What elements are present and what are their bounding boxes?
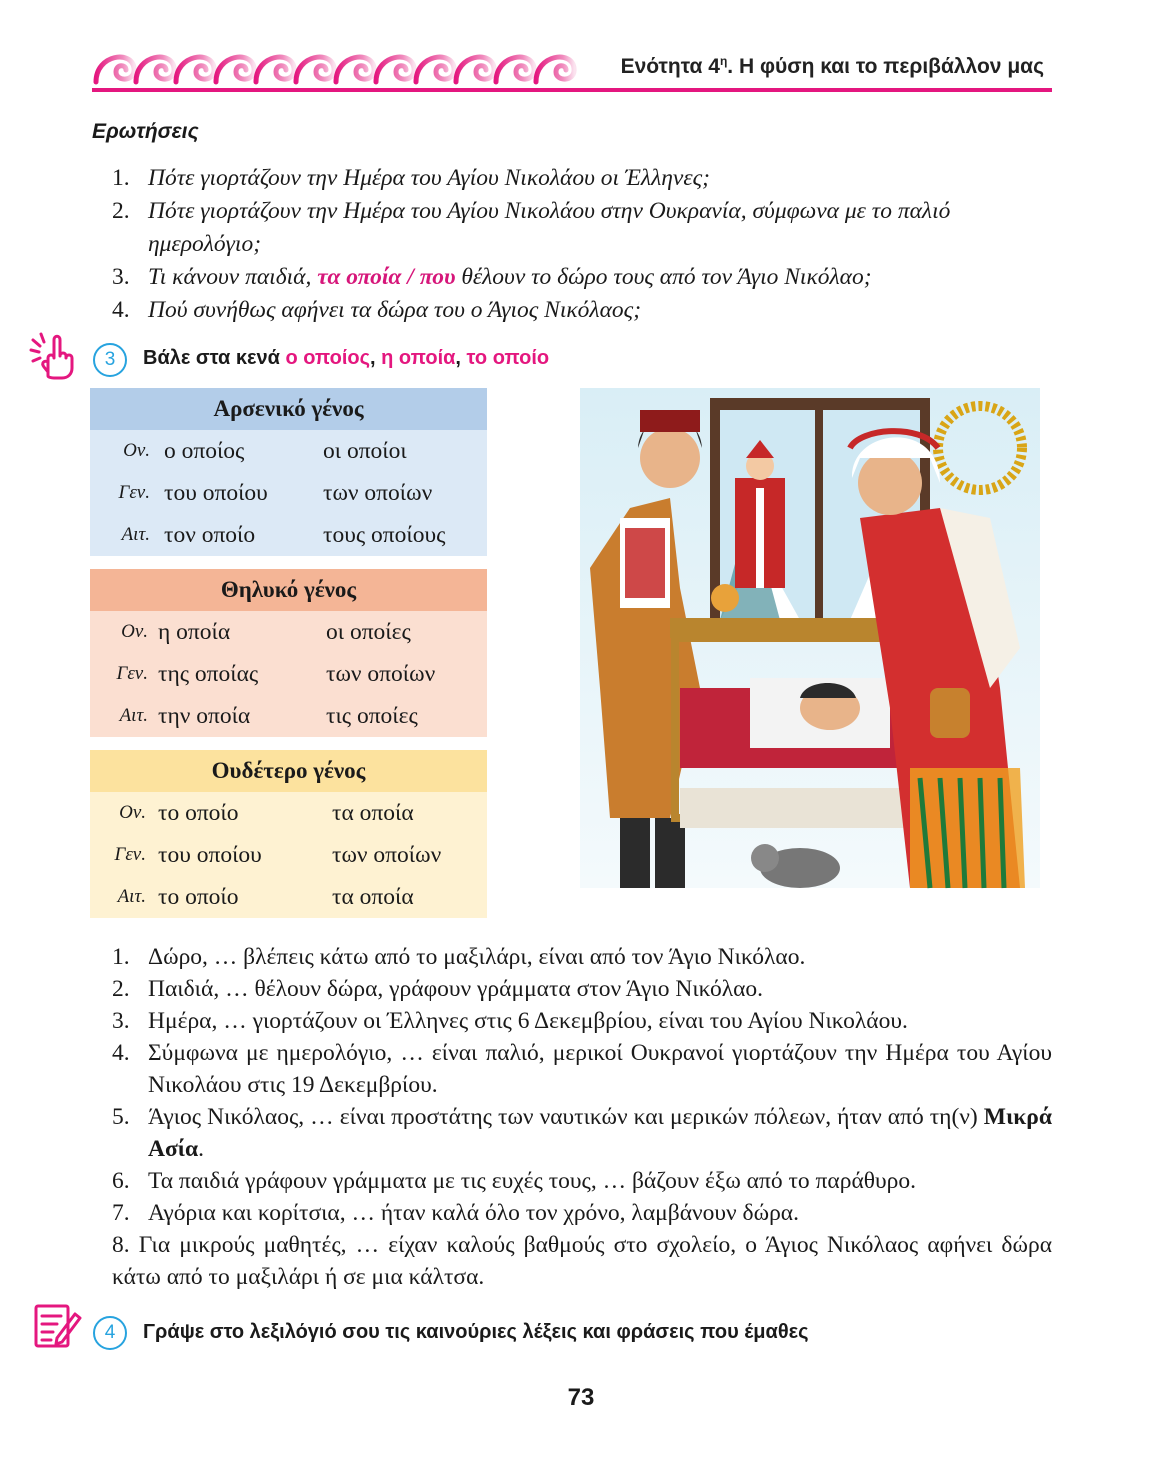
list-item: 7. Αγόρια και κορίτσια, … ήταν καλά όλο τον χρόνο, λαμβάνουν δώρα. [112,1200,799,1226]
feminine-table [90,569,487,737]
table-row: Αιτ. το οποίο τα οποία [117,884,414,910]
table-row: Γεν. της οποίας των οποίων [116,661,436,687]
questions-heading: Ερωτήσεις [92,120,199,143]
list-item: 6. Τα παιδιά γράφουν γράμματα με τις ευχές τους, … βάζουν έξω από το παράθυρο. [112,1168,917,1194]
list-item: 5. Άγιος Νικόλαος, … είναι προστάτης των ναυτικών και μερικών πόλεων, ήταν από τη(ν) Μικρά Ασία. [112,1104,1052,1162]
list-item: 4. Πού συνήθως αφήνει τα δώρα του ο Άγιος Νικόλαος; [112,297,642,323]
table-row: Ον. ο οποίος οι οποίοι [123,438,407,464]
table-heading: Θηλυκό γένος [90,569,487,611]
table-row: Αιτ. τον οποίο τους οποίους [121,522,446,548]
exercise-sentences [112,941,1052,1293]
list-item: 1. Δώρο, … βλέπεις κάτω από το μαξιλάρι, είναι από τον Άγιο Νικόλαο. [112,944,806,970]
exercise-title: Γράψε στο λεξιλόγιό σου τις καινούριες λέξεις και φράσεις που έμαθες [143,1321,809,1343]
table-row: Γεν. του οποίου των οποίων [114,842,442,868]
list-item: 2. Παιδιά, … θέλουν δώρα, γράφουν γράμματα στον Άγιο Νικόλαο. [112,976,764,1002]
header-divider [92,88,1052,92]
highlight-text: τα οποία / που [317,264,456,290]
hand-pointer-icon [28,330,78,382]
page-number: 73 [567,1384,595,1411]
list-item: 2. Πότε γιορτάζουν την Ημέρα του Αγίου Νικολάου στην Ουκρανία, σύμφωνα με το παλιό ημερολόγιο; [112,198,951,257]
table-row: Ον. η οποία οι οποίες [121,619,411,645]
list-item: 8. Για μικρούς μαθητές, … είχαν καλούς βαθμούς στο σχολείο, ο Άγιος Νικόλαος αφήνει δώρα κάτω από το μαξιλάρι ή σε μια κάλτσα. [112,1232,1053,1290]
table-heading: Ουδέτερο γένος [90,750,487,792]
exercise-number: 3 [93,343,127,377]
page-header [92,44,1052,94]
list-item: 4. Σύμφωνα με ημερολόγιο, … είναι παλιό, μερικοί Ουκρανοί γιορτάζουν την Ημέρα του Αγίου Νικολάου στις 19 Δεκεμβρίου. [112,1040,1052,1098]
table-row: Ον. το οποίο τα οποία [119,800,414,826]
table-row: Αιτ. την οποία τις οποίες [119,703,418,729]
neuter-table [90,750,487,918]
unit-title: Ενότητα $4^\eta$. Η φύση και το περιβάλλον μας [620,54,1044,78]
table-row: Γεν. του οποίου των οποίων [118,480,433,506]
bold-term: Μικρά Ασία [148,1104,1052,1162]
masculine-table [90,388,487,556]
wave-ornament-icon [92,44,592,88]
questions-list [112,162,1052,327]
exercise-title: Βάλε στα κενά ο οποίος, η οποία, το οποίο [143,347,550,369]
list-item: 3. Τι κάνουν παιδιά, τα οποία / που θέλουν το δώρο τους από τον Άγιο Νικόλαο; [112,264,872,290]
notebook-pencil-icon [33,1302,83,1350]
list-item: 1. Πότε γιορτάζουν την Ημέρα του Αγίου Νικολάου οι Έλληνες; [112,165,710,191]
list-item: 3. Ημέρα, … γιορτάζουν οι Έλληνες στις 6 Δεκεμβρίου, είναι του Αγίου Νικολάου. [112,1008,908,1034]
saint-nicholas-illustration [560,388,1050,918]
exercise-number: 4 [93,1316,127,1350]
table-heading: Αρσενικό γένος [90,388,487,430]
